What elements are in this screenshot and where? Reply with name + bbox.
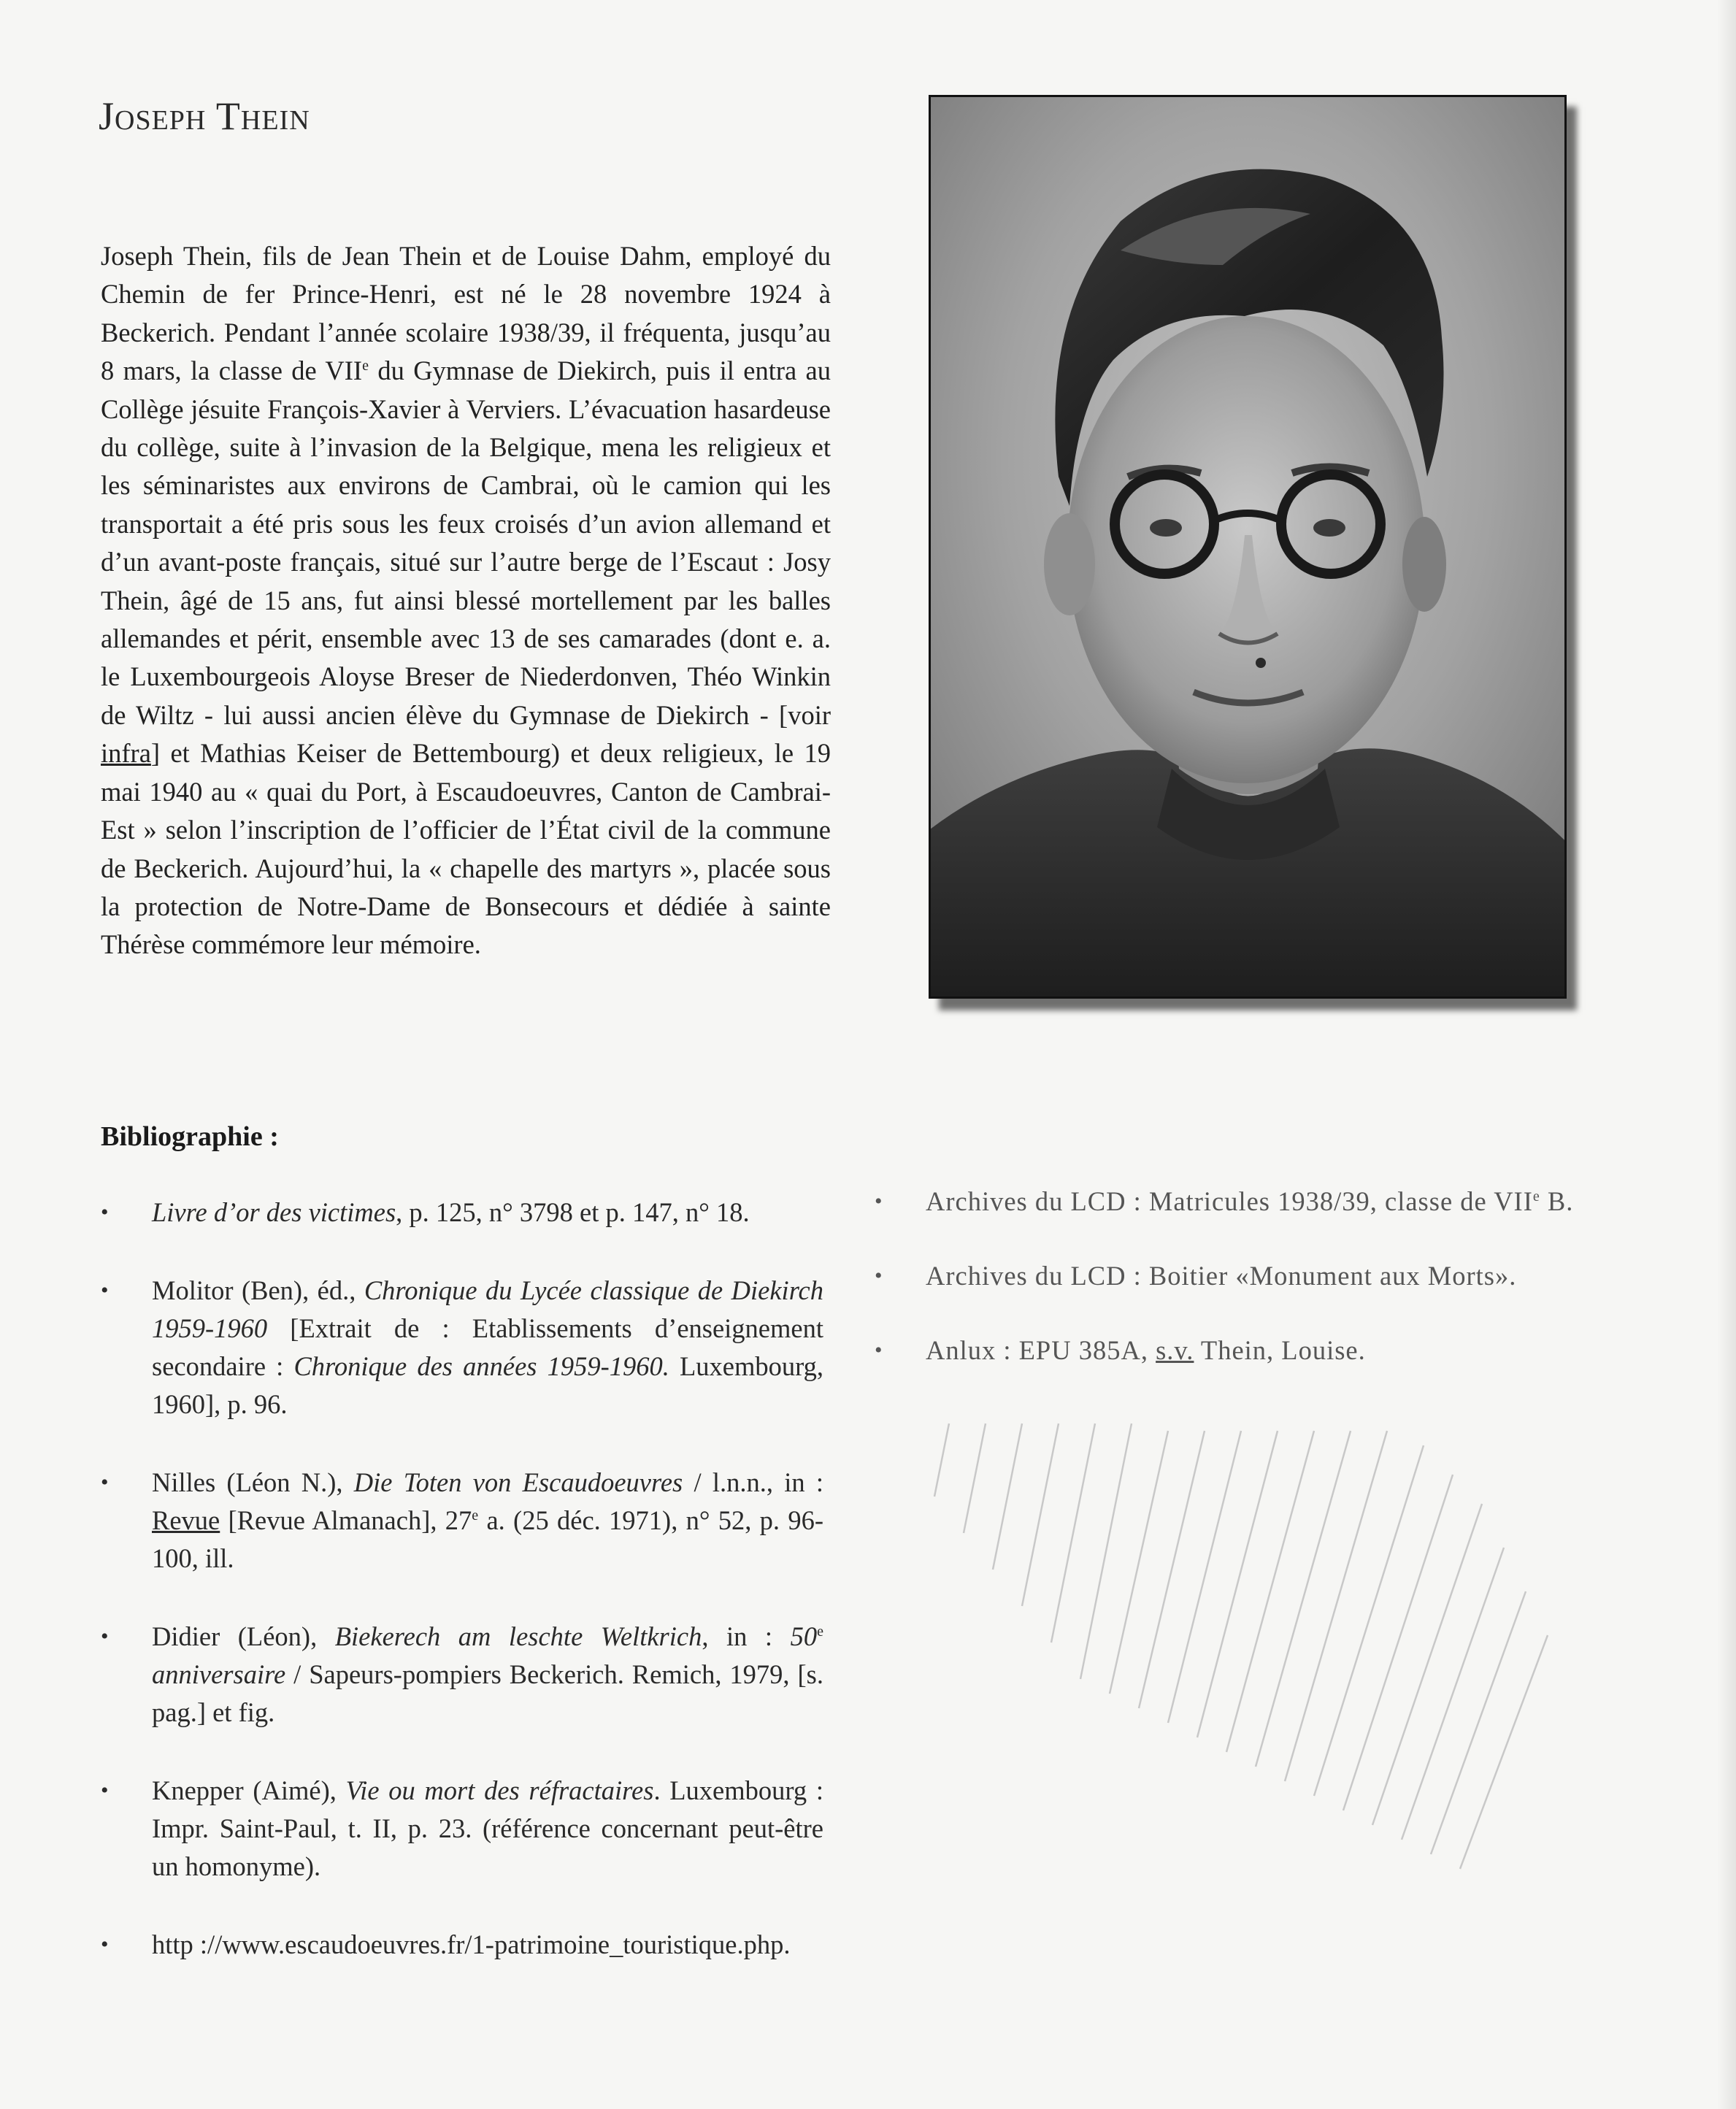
portrait-photo [929, 95, 1567, 999]
bio-text-1: Joseph Thein, fils de Jean Thein et de Louise Dahm, employé du Chemin de fer Prince-Henri, est né le 28 novembre 1924 à Beckerich. Pendant l’année scolaire 1938/39, il fréquenta, jusqu’au 8 mars, la classe de VII [101, 241, 831, 386]
bib-text: / l.n.n., in : [683, 1467, 823, 1497]
bib-text: [Revue Almanach], 27 [220, 1505, 472, 1535]
bib-text: , p. 125, n° 3798 et p. 147, n° 18. [396, 1197, 750, 1227]
bio-text-2: du Gymnase de Diekirch, puis il entra au Collège jésuite François-Xavier à Verviers. L’évacuation hasardeuse du collège, suite à l’invasion de la Belgique, mena les religieux et les séminaristes aux environs de Cambrai, où le camion qui les transportait a été pris sous les feux croisés d’un avion allemand et d’un avant-poste français, situé sur l’autre berge de l’Escaut : Josy Thein, âgé de 15 ans, fut ainsi blessé mortellement par les balles allemandes et périt, ensemble avec 13 de ses camarades (dont e. a. le Luxembourgeois Aloyse Breser de Niederdonven, Théo Winkin de Wiltz - lui aussi ancien élève du Gymnase de Diekirch - [voir [101, 356, 831, 730]
bullet-icon: • [101, 1778, 109, 1802]
bibliography-item [101, 1464, 823, 1578]
bibliography-item [875, 1257, 1605, 1295]
bibliography-list-right [875, 1183, 1605, 1406]
bibliography-item [101, 1926, 823, 1964]
bib-text: a. (25 déc. 1971), n° 52, p. 96-100, ill. [152, 1505, 823, 1573]
bibliography-item [101, 1194, 823, 1232]
bib-text: , in : [702, 1621, 791, 1651]
bib-underlined: Revue [152, 1505, 220, 1535]
bib-underlined: s.v. [1156, 1335, 1194, 1365]
bib-title: Biekerech am leschte Weltkrich [334, 1621, 702, 1651]
bibliography-item [875, 1183, 1605, 1221]
bib-superscript: e [1532, 1188, 1540, 1205]
bib-text: Archives du LCD : Boitier «Monument aux Morts». [926, 1261, 1517, 1291]
bib-text: Molitor (Ben), éd., [152, 1275, 364, 1305]
bib-text: Anlux : EPU 385A, [926, 1335, 1156, 1365]
bib-text: Luxembourg, 1960], p. 96. [152, 1351, 823, 1419]
bib-title: 50 [790, 1621, 818, 1651]
bibliography-heading: Bibliographie : [101, 1121, 279, 1152]
bullet-icon: • [875, 1264, 883, 1288]
bullet-icon: • [101, 1624, 109, 1648]
bib-text: Knepper (Aimé), [152, 1775, 346, 1805]
bullet-icon: • [875, 1338, 883, 1362]
bib-text: Didier (Léon), [152, 1621, 335, 1651]
bib-text: Nilles (Léon N.), [152, 1467, 354, 1497]
bib-text: Thein, Louise. [1194, 1335, 1366, 1365]
bib-text: B. [1540, 1186, 1574, 1216]
bib-text: [Extrait de : Etablissements d’enseignement secondaire : [152, 1313, 823, 1381]
bib-superscript: e [472, 1507, 479, 1524]
bio-infra-link: infra [101, 738, 151, 769]
bullet-icon: • [875, 1189, 883, 1213]
bullet-icon: • [101, 1278, 109, 1302]
bullet-icon: • [101, 1200, 109, 1224]
biography-paragraph [101, 237, 831, 964]
page-title: Joseph Thein [99, 94, 310, 138]
bibliography-item [101, 1772, 823, 1886]
bibliography-list-left [101, 1194, 823, 2004]
bib-title: Die Toten von Escaudoeuvres [353, 1467, 683, 1497]
bullet-icon: • [101, 1470, 109, 1494]
bib-title: Livre d’or des victimes [152, 1197, 396, 1227]
scan-hatching-artifact [920, 1387, 1577, 1898]
bibliography-item [101, 1618, 823, 1732]
bib-title: Vie ou mort des réfractaires [345, 1775, 654, 1805]
bib-text: Archives du LCD : Matricules 1938/39, classe de VII [926, 1186, 1533, 1216]
bib-url: http ://www.escaudoeuvres.fr/1-patrimoine_touristique.php. [152, 1929, 791, 1959]
bibliography-item [101, 1272, 823, 1424]
page-edge-shadow [1717, 0, 1736, 2109]
bib-title: anniversaire [152, 1659, 286, 1689]
bib-text: . Luxembourg : Impr. Saint-Paul, t. II, p. 23. (référence concernant peut-être un homonyme). [152, 1775, 823, 1881]
bio-superscript: e [362, 358, 369, 374]
bio-text-3: ] et Mathias Keiser de Bettembourg) et deux religieux, le 19 mai 1940 au « quai du Port, à Escaudoeuvres, Canton de Cambrai-Est » selon l’inscription de l’officier de l’État civil de la commune de Beckerich. Aujourd’hui, la « chapelle des martyrs », placée sous la protection de Notre-Dame de Bonsecours et dédiée à sainte Thérèse commémore leur mémoire. [101, 738, 831, 960]
bib-text: / Sapeurs-pompiers Beckerich. Remich, 1979, [s. pag.] et fig. [152, 1659, 823, 1727]
portrait-illustration [931, 97, 1564, 996]
bibliography-item [875, 1332, 1605, 1369]
bib-title: Chronique des années 1959-1960. [293, 1351, 669, 1381]
bib-superscript: e [817, 1623, 823, 1640]
bullet-icon: • [101, 1932, 109, 1956]
bib-title: Chronique du Lycée classique de Diekirch 1959-1960 [152, 1275, 823, 1343]
